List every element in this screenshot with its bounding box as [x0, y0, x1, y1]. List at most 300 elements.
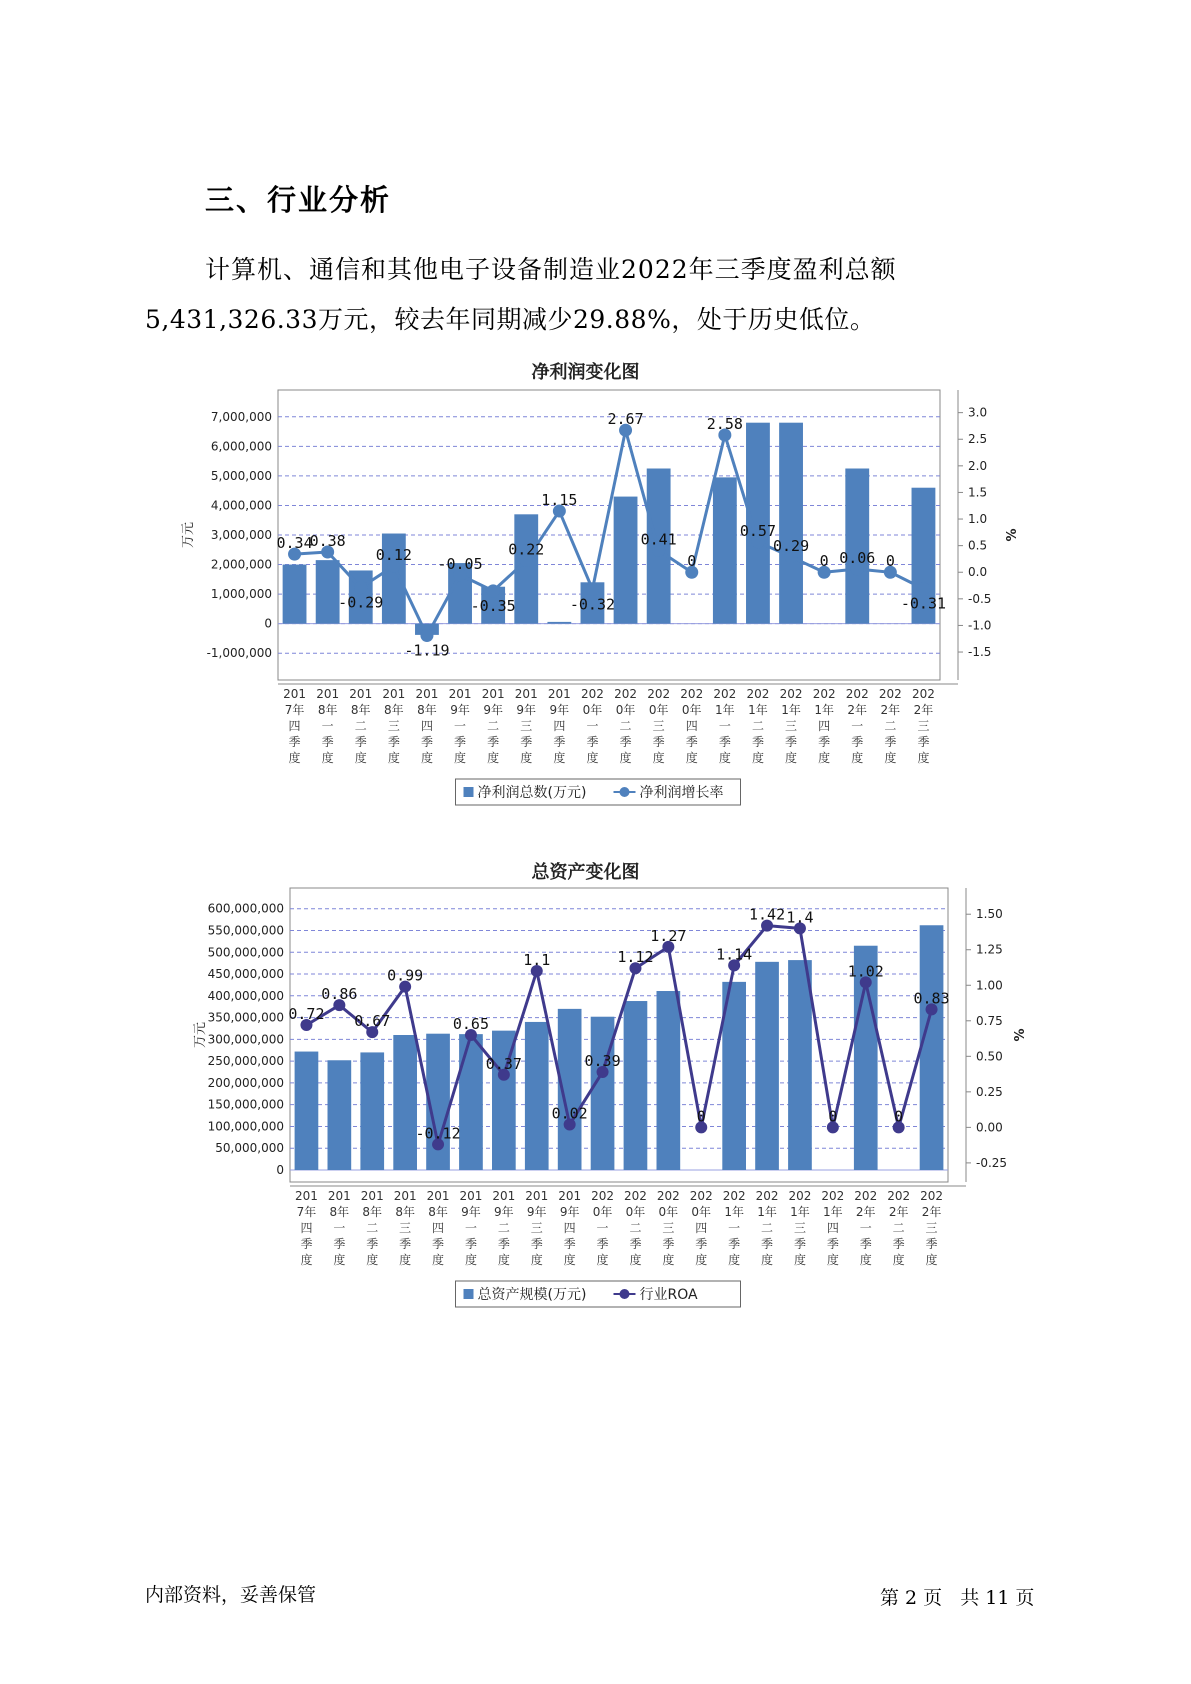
- x-tick-label-part: 度: [596, 1253, 609, 1267]
- x-tick-label: [459, 1189, 482, 1267]
- x-tick-label-part: 1年: [724, 1205, 744, 1219]
- y2-tick-label: 0.75: [976, 1013, 1003, 1028]
- bar: [591, 1017, 615, 1170]
- x-tick-label-part: 201: [426, 1189, 450, 1203]
- bar: [295, 1052, 319, 1170]
- x-tick-label-part: 三: [520, 719, 533, 733]
- x-tick-label-part: 一: [851, 719, 864, 733]
- x-tick-label: [415, 687, 438, 765]
- x-tick-label-part: 季: [662, 1237, 675, 1251]
- x-tick-label: [713, 687, 736, 765]
- x-tick-label-part: 三: [387, 719, 400, 733]
- x-tick-label-part: 度: [761, 1253, 774, 1267]
- y2-tick-label: 2.0: [968, 458, 988, 473]
- x-tick-label: [680, 687, 703, 765]
- x-tick-label-part: 202: [812, 687, 836, 701]
- y2-tick-label: -1.5: [968, 645, 992, 660]
- x-tick-label-part: 8年: [350, 703, 371, 717]
- x-tick-label: [581, 687, 604, 765]
- x-tick-label-part: 度: [925, 1253, 938, 1267]
- data-label: 0.22: [508, 540, 545, 559]
- x-tick-label: [624, 1189, 647, 1267]
- total-assets-chart: [0, 860, 1191, 1330]
- x-tick-label-part: 0年: [648, 703, 669, 717]
- x-tick-label: [813, 687, 836, 765]
- y-tick-label: 2,000,000: [210, 557, 272, 572]
- x-tick-label: [614, 687, 637, 765]
- x-tick-label: [657, 1189, 680, 1267]
- x-tick-label-part: 8年: [395, 1205, 415, 1219]
- x-tick-label: [548, 687, 571, 765]
- data-label: -0.35: [470, 596, 516, 615]
- x-tick-label-part: 度: [530, 1253, 543, 1267]
- x-tick-label: [912, 687, 935, 765]
- x-tick-label-part: 202: [911, 687, 935, 701]
- x-tick-label-part: 季: [629, 1237, 642, 1251]
- x-tick-label-part: 201: [349, 687, 373, 701]
- x-tick-label-part: 度: [859, 1253, 872, 1267]
- x-tick-label: [558, 1189, 581, 1267]
- data-label: -0.31: [900, 594, 947, 613]
- x-tick-label-part: 季: [464, 1237, 477, 1251]
- x-tick-label-part: 度: [399, 1253, 412, 1267]
- x-tick-label-part: 9年: [494, 1205, 514, 1219]
- x-tick-label-part: 1年: [757, 1205, 777, 1219]
- x-tick-label-part: 202: [623, 1189, 647, 1203]
- x-tick-label-part: 季: [354, 735, 367, 749]
- x-tick-label: [427, 1189, 450, 1267]
- y-tick-label: 500,000,000: [207, 945, 284, 960]
- y2-tick-label: 1.50: [976, 907, 1003, 922]
- x-tick-label-part: 度: [892, 1253, 905, 1267]
- x-tick-label-part: 度: [354, 751, 367, 765]
- x-tick-label-part: 度: [718, 751, 731, 765]
- x-tick-label-part: 度: [818, 751, 831, 765]
- y2-tick-label: 0.0: [968, 565, 988, 580]
- x-tick-label-part: 度: [497, 1253, 510, 1267]
- x-tick-label-part: 三: [530, 1221, 543, 1235]
- bar: [779, 423, 803, 624]
- x-tick-label-part: 度: [685, 751, 698, 765]
- x-tick-label-part: 季: [751, 735, 764, 749]
- y2-tick-label: 1.25: [976, 942, 1003, 957]
- x-tick-label-part: 度: [420, 751, 433, 765]
- data-label: 2.58: [706, 414, 743, 433]
- x-tick-label-part: 202: [689, 1189, 713, 1203]
- y2-tick-label: 0.5: [968, 538, 988, 553]
- x-tick-label-part: 1年: [823, 1205, 843, 1219]
- data-label: 0.67: [354, 1012, 391, 1031]
- x-tick-label: [328, 1189, 351, 1267]
- x-tick-label-part: 四: [553, 719, 566, 733]
- data-label: 1.15: [541, 491, 578, 510]
- x-tick-label-part: 8年: [417, 703, 437, 717]
- total-assets-chart-svg: [0, 860, 1191, 1330]
- x-tick-label-part: 度: [728, 1253, 741, 1267]
- legend-bar-swatch: [464, 1289, 474, 1299]
- x-tick-label-part: 二: [751, 719, 764, 733]
- data-label: 1.02: [847, 962, 884, 981]
- section-heading: 三、行业分析: [205, 183, 392, 217]
- x-tick-label-part: 二: [619, 719, 632, 733]
- x-tick-label: [920, 1189, 943, 1267]
- data-label: 0: [819, 552, 829, 571]
- data-label: 0: [687, 552, 697, 571]
- x-tick-label: [591, 1189, 614, 1267]
- data-label: 0.06: [839, 549, 876, 568]
- x-tick-label-part: 201: [481, 687, 505, 701]
- summary-line-1: 计算机、通信和其他电子设备制造业2022年三季度盈利总额: [205, 255, 897, 284]
- y-tick-label: 600,000,000: [207, 901, 284, 916]
- x-tick-label-part: 201: [492, 1189, 516, 1203]
- x-tick-label-part: 201: [316, 687, 340, 701]
- bar: [788, 960, 812, 1170]
- x-tick-label-part: 9年: [549, 703, 570, 717]
- x-tick-label-part: 201: [382, 687, 406, 701]
- total-pages: 11: [985, 1587, 1010, 1609]
- x-tick-label-part: 2年: [921, 1205, 942, 1219]
- x-tick-label-part: 202: [755, 1189, 779, 1203]
- x-tick-label-part: 度: [487, 751, 500, 765]
- x-tick-label-part: 二: [497, 1221, 510, 1235]
- x-tick-label-part: 四: [563, 1221, 576, 1235]
- x-tick-label-part: 季: [818, 735, 831, 749]
- x-tick-label-part: 三: [785, 719, 798, 733]
- x-tick-label-part: 三: [917, 719, 930, 733]
- y2-tick-label: 1.00: [976, 978, 1003, 993]
- bar: [755, 962, 779, 1170]
- x-tick-label-part: 202: [647, 687, 671, 701]
- data-label: 0.86: [321, 985, 358, 1004]
- x-tick-label: [821, 1189, 844, 1267]
- data-label: 1.14: [716, 945, 753, 964]
- x-tick-label-part: 季: [619, 735, 632, 749]
- x-tick-label-part: 1年: [781, 703, 801, 717]
- data-label: 1.1: [523, 951, 551, 970]
- x-tick-label-part: 季: [851, 735, 864, 749]
- x-tick-label-part: 201: [514, 687, 538, 701]
- y-tick-label: 7,000,000: [210, 409, 272, 424]
- x-tick-label-part: 0年: [615, 703, 636, 717]
- data-label: 0.57: [739, 521, 777, 540]
- x-tick-label-part: 7年: [296, 1205, 317, 1219]
- data-label: 0.41: [640, 530, 677, 549]
- x-tick-label: [449, 687, 472, 765]
- y-tick-label: 400,000,000: [207, 988, 284, 1003]
- x-tick-label-part: 度: [826, 1253, 839, 1267]
- x-tick-label-part: 202: [845, 687, 869, 701]
- x-tick-label-part: 季: [892, 1237, 905, 1251]
- x-tick-label-part: 季: [530, 1237, 543, 1251]
- y2-tick-label: -0.5: [968, 591, 992, 606]
- bar: [360, 1052, 384, 1170]
- x-tick-label-part: 201: [294, 1189, 318, 1203]
- x-tick-label-part: 202: [580, 687, 604, 701]
- net-profit-chart-svg: [0, 360, 1191, 830]
- x-tick-label-part: 0年: [691, 1205, 712, 1219]
- x-tick-label-part: 季: [432, 1237, 445, 1251]
- line-point: [586, 583, 599, 596]
- data-label: 0: [828, 1107, 838, 1126]
- x-tick-label-part: 2年: [888, 1205, 909, 1219]
- chart-title: 总资产变化图: [531, 862, 640, 883]
- x-tick-label-part: 四: [695, 1221, 708, 1235]
- x-tick-label-part: 度: [432, 1253, 445, 1267]
- footer-page-info: [880, 1583, 1040, 1610]
- total-unit: 页: [1015, 1587, 1035, 1609]
- x-tick-label-part: 季: [366, 1237, 379, 1251]
- y-tick-label: 4,000,000: [210, 498, 272, 513]
- y-axis-label: 万元: [193, 1021, 208, 1049]
- x-tick-label: [690, 1189, 713, 1267]
- x-tick-label-part: 季: [761, 1237, 774, 1251]
- y2-tick-label: 2.5: [968, 432, 988, 447]
- x-tick-label-part: 1年: [715, 703, 735, 717]
- x-tick-label-part: 季: [454, 735, 467, 749]
- y2-axis-label: %: [1013, 1028, 1028, 1042]
- legend-line-label: 净利润增长率: [639, 785, 724, 801]
- x-tick-label-part: 201: [327, 1189, 351, 1203]
- y2-tick-label: -1.0: [968, 618, 992, 633]
- y-tick-label: 0: [276, 1163, 284, 1177]
- x-tick-label-part: 季: [387, 735, 400, 749]
- x-tick-label-part: 季: [826, 1237, 839, 1251]
- x-tick-label-part: 季: [685, 735, 698, 749]
- x-tick-label-part: 四: [288, 719, 301, 733]
- x-tick-label: [780, 687, 803, 765]
- x-tick-label-part: 202: [887, 1189, 911, 1203]
- bar: [547, 622, 571, 624]
- summary-line-2: 5,431,326.33万元，较去年同期减少29.88%，处于历史低位。: [145, 305, 876, 334]
- x-tick-label-part: 二: [629, 1221, 642, 1235]
- y2-tick-label: 0.50: [976, 1049, 1003, 1064]
- x-tick-label-part: 度: [563, 1253, 576, 1267]
- x-tick-label-part: 季: [399, 1237, 412, 1251]
- x-tick-label-part: 度: [586, 751, 599, 765]
- x-tick-label-part: 季: [321, 735, 334, 749]
- data-label: 0: [696, 1107, 706, 1126]
- y2-tick-label: 0.00: [976, 1120, 1003, 1135]
- x-tick-label-part: 二: [366, 1221, 379, 1235]
- x-tick-label-part: 度: [300, 1253, 313, 1267]
- x-tick-label-part: 9年: [483, 703, 503, 717]
- x-tick-label: [515, 687, 538, 765]
- x-tick-label-part: 8年: [362, 1205, 383, 1219]
- x-tick-label: [854, 1189, 877, 1267]
- data-label: -0.32: [569, 595, 616, 614]
- x-tick-label-part: 201: [525, 1189, 549, 1203]
- x-tick-label: [647, 687, 670, 765]
- legend-bar-swatch: [464, 787, 474, 797]
- y-tick-label: 0: [264, 616, 272, 631]
- bar: [525, 1022, 549, 1170]
- net-profit-chart: [0, 360, 1191, 830]
- x-tick-label-part: 四: [300, 1221, 313, 1235]
- x-tick-label-part: 一: [454, 719, 467, 733]
- x-tick-label-part: 四: [826, 1221, 839, 1235]
- y-tick-label: 150,000,000: [207, 1097, 284, 1112]
- data-label: 0: [894, 1107, 904, 1126]
- data-label: 0.65: [452, 1015, 490, 1033]
- x-tick-label-part: 季: [333, 1237, 346, 1251]
- x-tick-label-part: 202: [854, 1189, 878, 1203]
- y2-tick-label: 3.0: [968, 405, 988, 420]
- chart-title: 净利润变化图: [531, 362, 640, 383]
- x-tick-label-part: 二: [487, 719, 500, 733]
- page-unit: 页: [923, 1587, 943, 1609]
- x-tick-label-part: 季: [563, 1237, 576, 1251]
- data-label: -0.05: [437, 554, 483, 573]
- x-tick-label-part: 202: [779, 687, 803, 701]
- x-tick-label-part: 1年: [814, 703, 834, 717]
- y-tick-label: -1,000,000: [206, 646, 272, 661]
- x-tick-label-part: 0年: [592, 1205, 613, 1219]
- x-tick-label-part: 202: [713, 687, 737, 701]
- x-tick-label-part: 一: [321, 719, 334, 733]
- x-tick-label-part: 9年: [461, 1205, 481, 1219]
- x-tick-label-part: 二: [884, 719, 897, 733]
- x-tick-label-part: 202: [788, 1189, 812, 1203]
- bar: [920, 925, 944, 1170]
- x-tick-label: [887, 1189, 910, 1267]
- x-tick-label-part: 季: [586, 735, 599, 749]
- x-tick-label-part: 二: [354, 719, 367, 733]
- y-tick-label: 550,000,000: [207, 923, 284, 938]
- data-label: 0.12: [375, 545, 412, 564]
- y-axis-label: 万元: [181, 521, 196, 549]
- legend-bar-label: 总资产规模(万元): [477, 1287, 587, 1303]
- x-tick-label: [846, 687, 869, 765]
- data-label: 0.34: [276, 534, 313, 553]
- x-tick-label-part: 9年: [450, 703, 470, 717]
- x-tick-label-part: 201: [558, 1189, 582, 1203]
- x-tick-label-part: 201: [360, 1189, 384, 1203]
- x-tick-label-part: 三: [925, 1221, 938, 1235]
- x-tick-label-part: 7年: [284, 703, 305, 717]
- x-tick-label: [482, 687, 505, 765]
- bar: [713, 477, 737, 623]
- x-tick-label-part: 四: [818, 719, 831, 733]
- x-tick-label-part: 2年: [855, 1205, 876, 1219]
- y-tick-label: 350,000,000: [207, 1010, 284, 1025]
- x-tick-label: [492, 1189, 515, 1267]
- x-tick-label-part: 度: [751, 751, 764, 765]
- x-tick-label-part: 季: [300, 1237, 313, 1251]
- x-tick-label: [349, 687, 372, 765]
- line-point: [354, 581, 367, 594]
- y-tick-label: 5,000,000: [210, 468, 272, 483]
- x-tick-label-part: 201: [283, 687, 307, 701]
- x-tick-label-part: 9年: [559, 1205, 580, 1219]
- x-tick-label-part: 度: [652, 751, 665, 765]
- bar: [459, 1034, 483, 1170]
- x-tick-label-part: 季: [487, 735, 500, 749]
- data-label: 1.42: [748, 905, 786, 924]
- x-tick-label-part: 9年: [526, 1205, 547, 1219]
- x-tick-label: [723, 1189, 746, 1267]
- x-tick-label-part: 8年: [329, 1205, 350, 1219]
- x-tick-label: [316, 687, 339, 765]
- x-tick-label-part: 一: [718, 719, 731, 733]
- x-tick-label-part: 一: [586, 719, 599, 733]
- y-tick-label: 450,000,000: [207, 967, 284, 982]
- x-tick-label-part: 季: [420, 735, 433, 749]
- x-tick-label-part: 度: [629, 1253, 642, 1267]
- x-tick-label-part: 季: [785, 735, 798, 749]
- x-tick-label-part: 2年: [913, 703, 934, 717]
- data-label: 0.38: [309, 532, 346, 551]
- x-tick-label-part: 0年: [625, 1205, 646, 1219]
- x-tick-label: [788, 1189, 811, 1267]
- x-tick-label-part: 201: [459, 1189, 483, 1203]
- x-tick-label-part: 二: [761, 1221, 774, 1235]
- y-tick-label: 200,000,000: [207, 1075, 284, 1090]
- bar: [614, 497, 638, 624]
- data-label: -0.12: [415, 1124, 461, 1143]
- x-tick-label-part: 度: [333, 1253, 346, 1267]
- x-tick-label-part: 202: [591, 1189, 615, 1203]
- x-tick-label-part: 度: [553, 751, 566, 765]
- y2-axis-label: %: [1005, 528, 1020, 542]
- y2-tick-label: 1.0: [968, 512, 988, 527]
- x-tick-label-part: 度: [288, 751, 301, 765]
- legend-bar-label: 净利润总数(万元): [477, 785, 587, 801]
- x-tick-label: [295, 1189, 318, 1267]
- x-tick-label-part: 1年: [790, 1205, 810, 1219]
- x-tick-label-part: 一: [333, 1221, 346, 1235]
- y-tick-label: 3,000,000: [210, 528, 272, 542]
- bar: [845, 469, 869, 624]
- x-tick-label-part: 一: [859, 1221, 872, 1235]
- footer-confidential: 内部资料，妥善保管: [145, 1584, 317, 1606]
- total-prefix: 共: [960, 1587, 980, 1609]
- data-label: 1.12: [617, 948, 654, 967]
- x-tick-label-part: 季: [718, 735, 731, 749]
- x-tick-label-part: 202: [722, 1189, 746, 1203]
- x-tick-label-part: 四: [432, 1221, 445, 1235]
- legend-line-label: 行业ROA: [639, 1287, 698, 1303]
- data-label: 2.67: [607, 410, 644, 429]
- x-tick-label-part: 度: [387, 751, 400, 765]
- line-point: [917, 582, 930, 595]
- x-tick-label-part: 季: [793, 1237, 806, 1251]
- page-prefix: 第: [880, 1587, 900, 1609]
- x-tick-label-part: 2年: [847, 703, 868, 717]
- x-tick-label-part: 三: [662, 1221, 675, 1235]
- x-tick-label-part: 三: [652, 719, 665, 733]
- x-tick-label-part: 2年: [880, 703, 901, 717]
- y-tick-label: 100,000,000: [207, 1119, 284, 1134]
- data-label: 0.83: [913, 989, 950, 1008]
- x-tick-label-part: 二: [892, 1221, 905, 1235]
- x-tick-label: [382, 687, 405, 765]
- data-label: 0: [885, 552, 895, 571]
- x-tick-label-part: 季: [497, 1237, 510, 1251]
- y2-tick-label: 0.25: [976, 1084, 1003, 1099]
- y-tick-label: 300,000,000: [207, 1032, 284, 1047]
- x-tick-label-part: 度: [619, 751, 632, 765]
- x-tick-label-part: 201: [415, 687, 439, 701]
- data-label: 0.02: [551, 1104, 588, 1123]
- data-label: 0.72: [288, 1005, 325, 1024]
- y-tick-label: 50,000,000: [215, 1141, 284, 1156]
- bar: [316, 560, 340, 624]
- x-tick-label-part: 季: [884, 735, 897, 749]
- x-tick-label-part: 202: [920, 1189, 944, 1203]
- data-label: 1.27: [650, 926, 687, 945]
- summary-paragraph: [145, 245, 1045, 345]
- line-point: [420, 629, 433, 642]
